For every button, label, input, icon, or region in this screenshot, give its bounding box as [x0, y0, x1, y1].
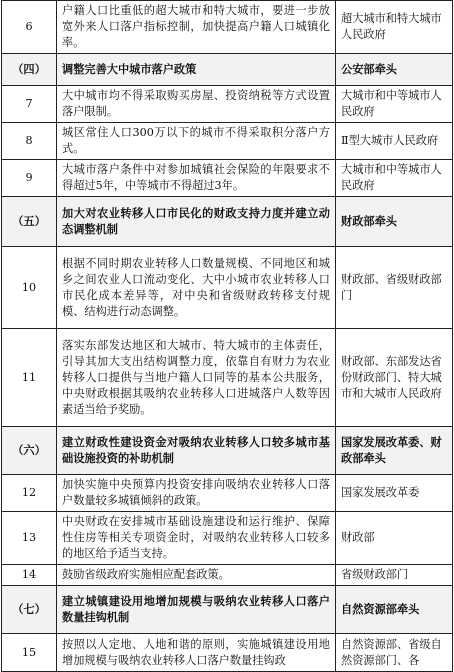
table-row — [2, 565, 453, 586]
row-number: （四） — [2, 54, 57, 86]
row-content: 城区常住人口300万以下的城市不得采取积分落户方式。 — [57, 123, 336, 160]
policy-table — [1, 0, 453, 672]
row-department: 国家发展改革委 — [336, 475, 453, 512]
row-content: 大城市落户条件中对参加城镇社会保险的年限要求不得超过5年，中等城市不得超过3年。 — [57, 160, 336, 197]
table-row — [2, 86, 453, 123]
row-department: 财政部牵头 — [336, 197, 453, 247]
row-number: （五） — [2, 197, 57, 247]
row-number: 8 — [2, 123, 57, 160]
row-department: 财政部、省级财政部门 — [336, 247, 453, 329]
table-row — [2, 329, 453, 427]
row-number: （七） — [2, 586, 57, 634]
row-content: 建立城镇建设用地增加规模与吸纳农业转移人口落户数量挂钩机制 — [57, 586, 336, 634]
row-department: 大城市和中等城市人民政府 — [336, 160, 453, 197]
row-department: 公安部牵头 — [336, 54, 453, 86]
table-row — [2, 475, 453, 512]
row-number: 10 — [2, 247, 57, 329]
row-content: 加大对农业转移人口市民化的财政支持力度并建立动态调整机制 — [57, 197, 336, 247]
row-number: 6 — [2, 1, 57, 54]
table-row — [2, 1, 453, 54]
row-number: 7 — [2, 86, 57, 123]
row-department: 财政部 — [336, 512, 453, 565]
row-content: 加快实施中央预算内投资安排向吸纳农业转移人口落户数量较多城镇倾斜的政策。 — [57, 475, 336, 512]
row-number: （六） — [2, 427, 57, 475]
row-department: 大城市和中等城市人民政府 — [336, 86, 453, 123]
section-row — [2, 586, 453, 634]
row-department: 自然资源部牵头 — [336, 586, 453, 634]
row-number: 14 — [2, 565, 57, 586]
table-row — [2, 247, 453, 329]
row-content: 调整完善大中城市落户政策 — [57, 54, 336, 86]
table-row — [2, 160, 453, 197]
row-content: 鼓励省级政府实施相应配套政策。 — [57, 565, 336, 586]
row-number: 11 — [2, 329, 57, 427]
table-row — [2, 634, 453, 672]
section-row — [2, 54, 453, 86]
section-row — [2, 197, 453, 247]
row-department: 国家发展改革委、财政部牵头 — [336, 427, 453, 475]
row-department: 超大城市和特大城市人民政府 — [336, 1, 453, 54]
row-department: Ⅱ型大城市人民政府 — [336, 123, 453, 160]
row-content: 户籍人口比重低的超大城市和特大城市，要进一步放宽外来人口落户指标控制，加快提高户籍人口城镇化率。 — [57, 1, 336, 54]
row-number: 12 — [2, 475, 57, 512]
row-number: 13 — [2, 512, 57, 565]
section-row — [2, 427, 453, 475]
row-content: 建立财政性建设资金对吸纳农业转移人口较多城市基础设施投资的补助机制 — [57, 427, 336, 475]
row-number: 15 — [2, 634, 57, 672]
row-content: 根据不同时期农业转移人口数量规模、不同地区和城乡之间农业人口流动变化、大中小城市农业转移人口市民化成本差异等，对中央和省级财政转移支付规模、结构进行动态调整。 — [57, 247, 336, 329]
row-number: 9 — [2, 160, 57, 197]
row-content: 大中城市均不得采取购买房屋、投资纳税等方式设置落户限制。 — [57, 86, 336, 123]
row-content: 按照以人定地、人地和谐的原则，实施城镇建设用地增加规模与吸纳农业转移人口落户数量挂钩政 — [57, 634, 336, 672]
row-content: 中央财政在安排城市基础设施建设和运行维护、保障性住房等相关专项资金时，对吸纳农业转移人口较多的地区给予适当支持。 — [57, 512, 336, 565]
row-content: 落实东部发达地区和大城市、特大城市的主体责任，引导其加大支出结构调整力度，依靠自有财力为农业转移人口提供与当地户籍人口同等的基本公共服务，中央财政根据其吸纳农业转移人口进城落户人数等因素适当给予奖励。 — [57, 329, 336, 427]
row-department: 自然资源部、省级自然资源部门、各 — [336, 634, 453, 672]
table-row — [2, 123, 453, 160]
table-row — [2, 512, 453, 565]
row-department: 财政部、东部发达省份财政部门、特大城市和大城市人民政府 — [336, 329, 453, 427]
row-department: 省级财政部门 — [336, 565, 453, 586]
